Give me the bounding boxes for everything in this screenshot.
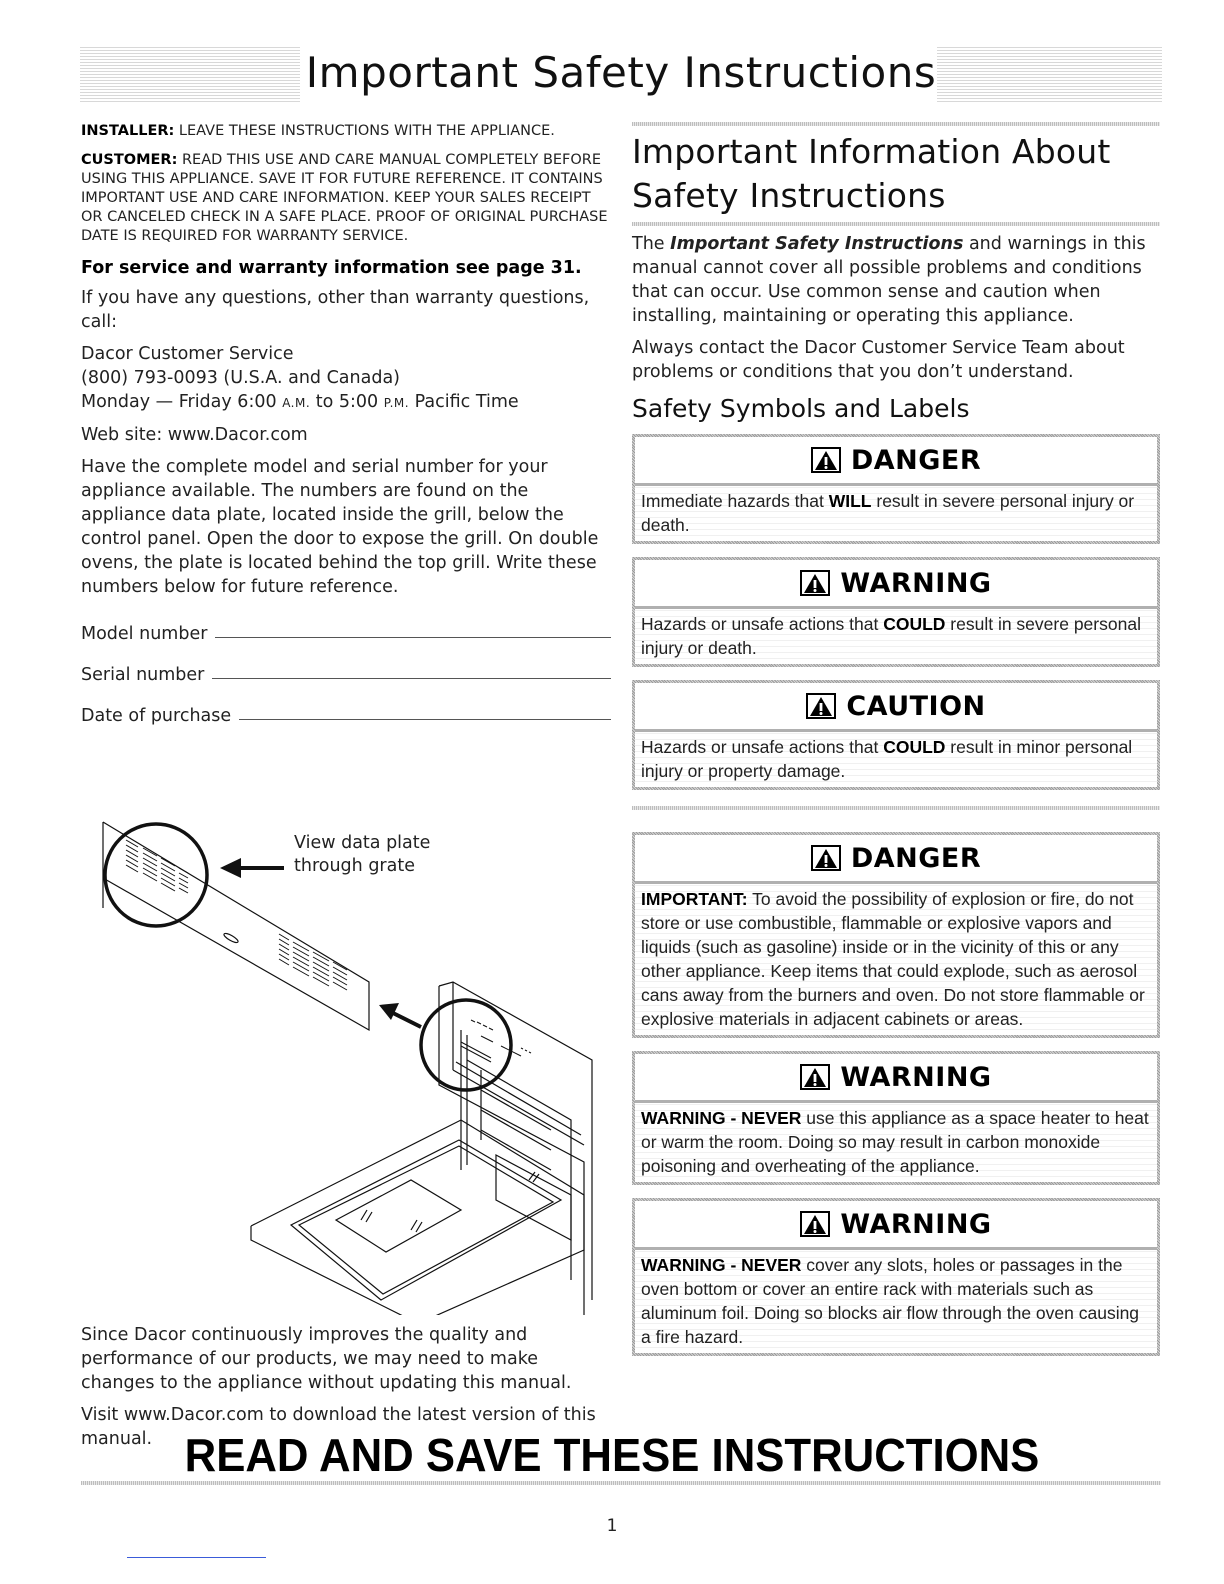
notice-body: To avoid the possibility of explosion or fire, do not store or use combustible, flammable or explosive vapors and liquids (such as gasoline) inside or in the vicinity of this or any other appliance. Keep items that could explode, such as aerosol cans away from the burners and oven. Do not store flammable or explosive materials in adjacent cabinets or areas. (641, 889, 1145, 1029)
notice-body: cover any slots, holes or passages in the oven bottom or cover an entire rack with materials such as aluminum foil. Doing so blocks air flow through the oven causing a fire hazard. (641, 1255, 1140, 1347)
label-word: DANGER (850, 444, 982, 476)
diagram-caption (294, 832, 430, 878)
page-title: Important Safety Instructions (305, 48, 937, 97)
serial-number-field[interactable] (81, 644, 611, 685)
date-of-purchase-field[interactable] (81, 685, 611, 726)
warning-space-heater-notice (632, 1051, 1160, 1185)
control-panel (461, 1020, 531, 1062)
model-number-field[interactable] (81, 603, 611, 644)
customer-notice (81, 151, 611, 246)
hours-suffix: Pacific Time (409, 392, 519, 412)
label-word: CAUTION (846, 690, 986, 722)
hours-pm: P.M. (383, 396, 410, 410)
label-description (635, 732, 1157, 787)
left-column (81, 122, 611, 726)
notice-lead: IMPORTANT: (641, 889, 748, 909)
footer-rule (81, 1481, 1161, 1485)
symbols-heading: Safety Symbols and Labels (632, 394, 970, 423)
read-and-save-banner: READ AND SAVE THESE INSTRUCTIONS (184, 1429, 1040, 1481)
caption-line-1: View data plate (294, 833, 431, 853)
info-heading: Important Information About Safety Instructions (632, 132, 1111, 215)
contact-hours (81, 390, 611, 415)
notice-word: DANGER (850, 842, 982, 874)
intro-suffix: and warnings in this manual cannot cover all possible problems and conditions that can occur. Use common sense and caution when installing, maintaining or operating this appliance. (632, 234, 1146, 326)
desc-bold: COULD (883, 614, 946, 634)
warning-triangle-icon (806, 693, 836, 719)
intro-prefix: The (632, 234, 671, 254)
footer-link-underline[interactable] (127, 1557, 266, 1558)
installer-notice (81, 122, 611, 141)
notice-text (635, 884, 1157, 1035)
notice-text (635, 1250, 1157, 1353)
field-label: Serial number (81, 665, 205, 685)
service-warranty-line: For service and warranty information see page 31. (81, 258, 582, 278)
warning-triangle-icon (811, 845, 841, 871)
intro-emphasis: Important Safety Instructions (670, 234, 964, 254)
installer-label: INSTALLER: (81, 123, 175, 139)
fill-line[interactable] (212, 678, 611, 679)
notice-word: WARNING (840, 1061, 992, 1093)
desc-post: result in severe personal injury or death. (641, 491, 1135, 535)
warning-triangle-icon (800, 570, 830, 596)
notice-word: WARNING (840, 1208, 992, 1240)
caption-arrow (220, 858, 284, 878)
improves-notice: Since Dacor continuously improves the quality and performance of our products, we may need to make changes to the appliance without updating this manual. (81, 1325, 572, 1393)
questions-text: If you have any questions, other than warranty questions, call: (81, 288, 590, 332)
hours-prefix: Monday — Friday 6:00 (81, 392, 283, 412)
warning-label-definition (632, 557, 1160, 667)
website-line: Web site: www.Dacor.com (81, 425, 308, 445)
contact-paragraph: Always contact the Dacor Customer Service Team about problems or conditions that you don’t understand. (632, 338, 1125, 382)
warning-triangle-icon (811, 447, 841, 473)
notice-body: use this appliance as a space heater to heat or warm the room. Doing so may result in carbon monoxide poisoning and overheating of the appliance. (641, 1108, 1149, 1176)
contact-phone: (800) 793-0093 (U.S.A. and Canada) (81, 368, 400, 388)
danger-label-definition (632, 434, 1160, 544)
desc-pre: Immediate hazards that (641, 491, 829, 511)
model-serial-instructions: Have the complete model and serial number for your appliance available. The numbers are found on the appliance data plate, located inside the grill, below the control panel. Open the door to expose the grill. On double ovens, the plate is located behind the top grill. Write these numbers below for future reference. (81, 457, 599, 597)
notice-lead: WARNING - NEVER (641, 1108, 802, 1128)
caption-line-2: through grate (294, 856, 415, 876)
intro-paragraph (632, 232, 1160, 328)
danger-explosion-notice (632, 832, 1160, 1038)
contact-name: Dacor Customer Service (81, 344, 294, 364)
warning-triangle-icon (800, 1211, 830, 1237)
desc-post: result in minor personal injury or property damage. (641, 737, 1133, 781)
top-rule (632, 122, 1160, 126)
customer-label: CUSTOMER: (81, 152, 178, 168)
data-plate-diagram (81, 800, 616, 1315)
desc-post: result in severe personal injury or death. (641, 614, 1141, 658)
grille-slots-left (126, 840, 188, 893)
warning-foil-notice (632, 1198, 1160, 1356)
installer-text: LEAVE THESE INSTRUCTIONS WITH THE APPLIANCE. (174, 123, 555, 139)
field-label: Model number (81, 624, 208, 644)
desc-pre: Hazards or unsafe actions that (641, 737, 884, 757)
warning-triangle-icon (800, 1064, 830, 1090)
fill-line[interactable] (239, 719, 611, 720)
desc-pre: Hazards or unsafe actions that (641, 614, 884, 634)
door-window (336, 1180, 461, 1252)
heading-rule (632, 222, 1160, 226)
field-label: Date of purchase (81, 706, 232, 726)
notice-text (635, 1103, 1157, 1182)
caution-label-definition (632, 680, 1160, 790)
right-column (632, 122, 1160, 1369)
customer-text: READ THIS USE AND CARE MANUAL COMPLETELY BEFORE USING THIS APPLIANCE. SAVE IT FOR FUTURE REFERENCE. IT CONTAINS IMPORTANT USE AND CARE INFORMATION. KEEP YOUR SALES RECEIPT OR CANCELED CHECK IN A SAFE PLACE. PROOF OF ORIGINAL PURCHASE DATE IS REQUIRED FOR WARRANTY SERVICE. (81, 152, 608, 244)
page-number: 1 (606, 1516, 618, 1536)
oven-to-panel-arrow (379, 1003, 421, 1027)
contact-block (81, 342, 611, 415)
label-description (635, 609, 1157, 664)
page-header (80, 40, 1162, 112)
desc-bold: WILL (828, 491, 872, 511)
label-word: WARNING (840, 567, 992, 599)
label-description (635, 486, 1157, 541)
record-fields (81, 603, 611, 726)
desc-bold: COULD (883, 737, 946, 757)
notice-lead: WARNING - NEVER (641, 1255, 802, 1275)
hours-mid: to 5:00 (310, 392, 384, 412)
section-separator (632, 806, 1160, 810)
fill-line[interactable] (215, 637, 611, 638)
visit-website-notice: Visit www.Dacor.com to download the latest version of this manual. (81, 1405, 596, 1449)
hours-am: A.M. (282, 396, 311, 410)
